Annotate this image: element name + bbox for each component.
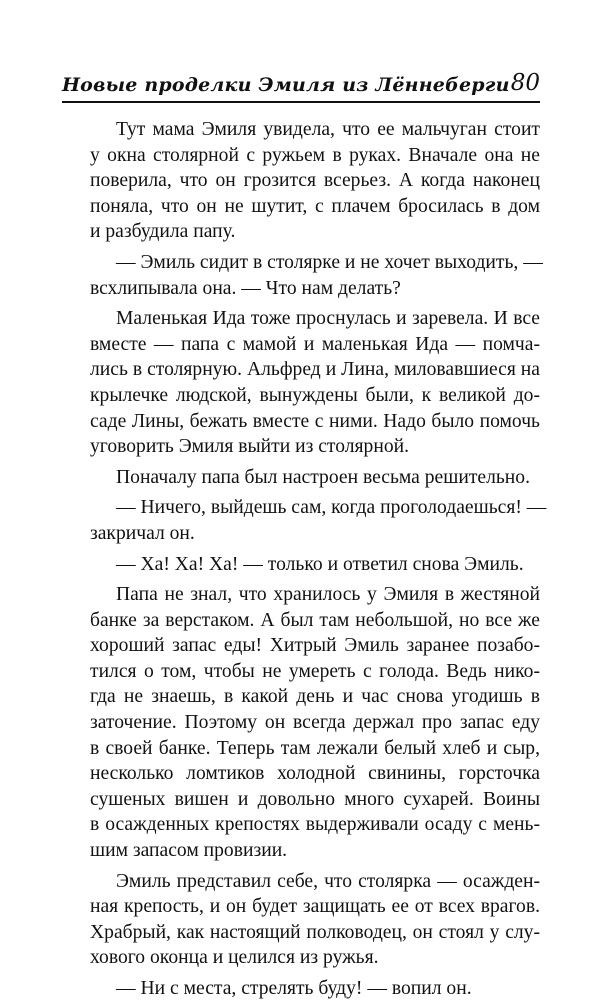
text-line: вместе — папа с мамой и маленькая Ида — помча- (90, 333, 540, 355)
text-line: хороший запас еды! Хитрый Эмиль заранее позабо- (90, 635, 540, 657)
text-line: поверила, что он грозится всерьез. А когда наконец (90, 170, 540, 192)
text-line: и разбудила папу. (90, 221, 236, 243)
body-text (90, 117, 547, 1002)
text-line: — Эмиль сидит в столярке и не хочет выходить, — (116, 251, 543, 273)
text-line: хового оконца и целился из ружья. (90, 947, 379, 969)
text-line: в осажденных крепостях выдерживали осаду с мень- (90, 814, 540, 836)
paragraph (90, 976, 540, 1002)
text-line: шим запасом провизии. (90, 840, 288, 862)
text-line: лись в столярную. Альфред и Лина, миловавшиеся на (90, 359, 540, 381)
text-line: — Ни с места, стрелять буду! — вопил он. (116, 978, 472, 999)
text-line: Маленькая Ида тоже проснулась и заревела. И все (116, 308, 540, 330)
paragraph (90, 495, 547, 546)
paragraph (90, 869, 540, 971)
text-line: Папа не знал, что хранилось у Эмиля в жестяной (116, 584, 540, 606)
header-rule (62, 101, 540, 103)
paragraph (90, 250, 543, 301)
text-line: — Ничего, выйдешь сам, когда проголодаешься! — (116, 497, 547, 519)
text-line: саде Лины, бежать вместе с ними. Надо было помочь (90, 410, 540, 432)
text-line: банке за верстаком. А был там небольшой, но все же (90, 609, 540, 631)
text-line: заточение. Поэтому он всегда держал про запас еду (90, 712, 540, 734)
text-line: поняла, что он не шутит, с плачем бросилась в дом (90, 195, 540, 217)
running-head-title: Новые проделки Эмиля из Лённеберги (62, 74, 510, 96)
paragraph (90, 552, 540, 578)
text-line: Храбрый, как настоящий полководец, он стоял у слу- (90, 921, 540, 943)
text-line: сушеных вишен и довольно много сухарей. Воины (90, 788, 540, 810)
text-line: — Ха! Ха! Ха! — только и ответил снова Эмиль. (116, 553, 524, 575)
text-line: несколько ломтиков холодной свинины, горсточка (90, 763, 540, 785)
text-line: Поначалу папа был настроен весьма решительно. (116, 466, 530, 488)
text-line: в своей банке. Теперь там лежали белый хлеб и сыр, (90, 737, 540, 759)
text-line: ная крепость, и он будет защищать ее от всех врагов. (90, 896, 540, 918)
page-number: 80 (510, 70, 540, 96)
text-line: Тут мама Эмиля увидела, что ее мальчуган стоит (116, 119, 540, 140)
paragraph (90, 117, 540, 245)
paragraph (90, 306, 540, 460)
text-line: уговорить Эмиля выйти из столярной. (90, 436, 410, 458)
text-line: Эмиль представил себе, что столярка — осажден- (116, 870, 540, 892)
text-line: крылечке людской, вынуждены были, к великой до- (90, 384, 540, 406)
text-line: у окна столярной с ружьем в руках. Вначале она не (90, 144, 540, 166)
text-line: гда не знаешь, в какой день и час снова угодишь в (90, 686, 540, 708)
running-head (62, 70, 542, 100)
text-line: закричал он. (90, 522, 195, 544)
paragraph (90, 465, 540, 491)
text-line: всхлипывала она. — Что нам делать? (90, 277, 401, 299)
paragraph (90, 582, 540, 864)
text-line: тился о том, чтобы не умереть с голода. Ведь нико- (90, 660, 540, 682)
